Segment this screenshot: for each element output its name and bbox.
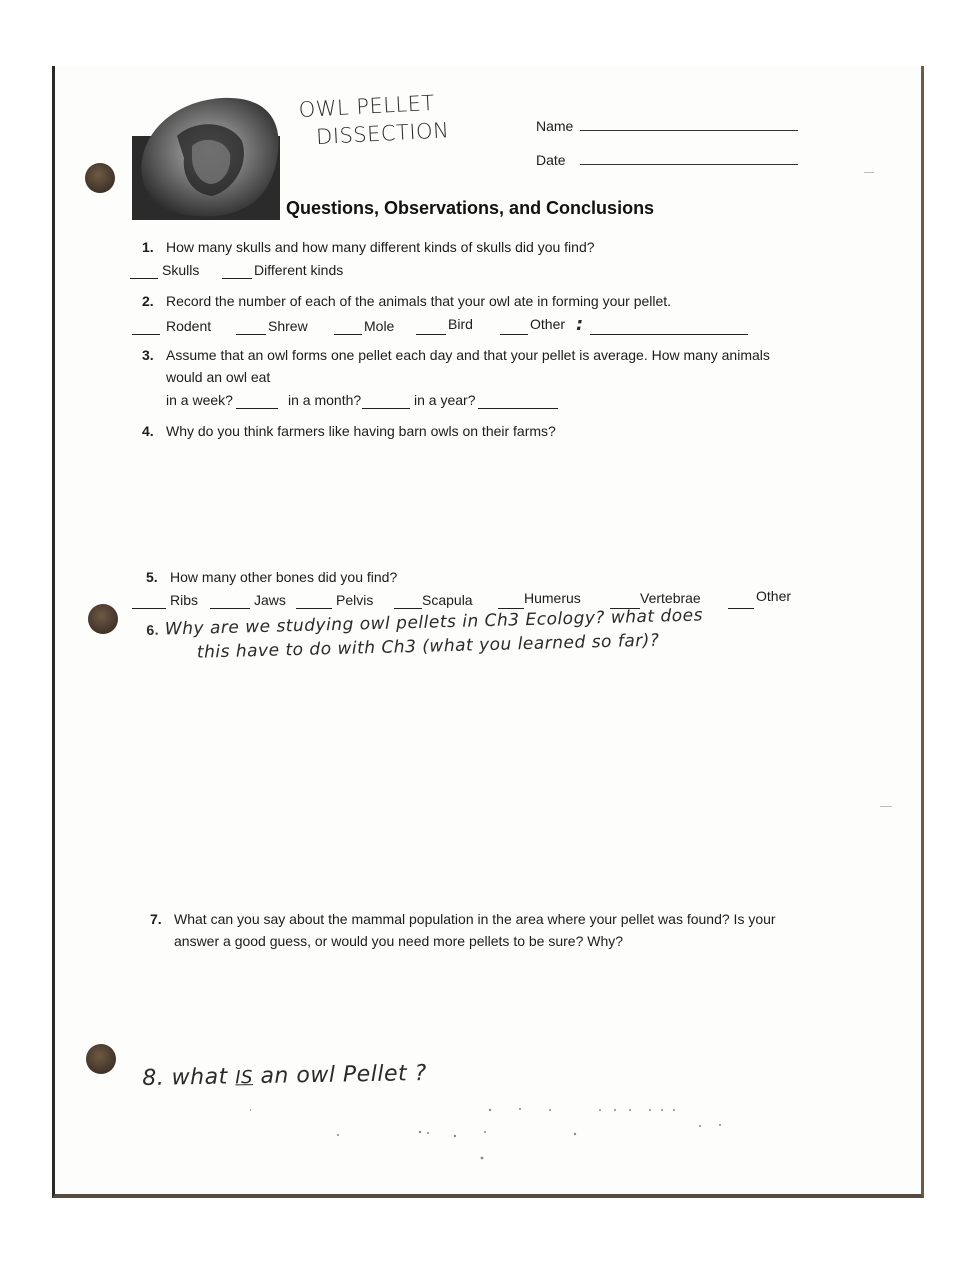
humerus-blank[interactable] <box>498 596 524 609</box>
question-number: 4. <box>142 423 154 439</box>
ribs-label: Ribs <box>170 592 199 608</box>
question-text: Why do you think farmers like having barn owls on their farms? <box>166 423 556 439</box>
mole-label: Mole <box>364 318 395 334</box>
question-8-handwritten <box>142 1061 427 1091</box>
jaws-label: Jaws <box>254 592 286 608</box>
pelvis-label: Pelvis <box>336 592 374 608</box>
worksheet-heading: Questions, Observations, and Conclusions <box>286 198 655 218</box>
binder-hole-top <box>85 163 115 193</box>
week-blank[interactable] <box>236 396 278 409</box>
question-text: Record the number of each of the animals that your owl ate in forming your pellet. <box>166 293 672 309</box>
question-6-line-2: this have to do with Ch3 (what you learned so far)? <box>196 630 660 663</box>
question-8-suffix: an owl Pellet ? <box>260 1061 428 1089</box>
bird-label: Bird <box>448 316 473 332</box>
other-bones-blank[interactable] <box>728 596 754 609</box>
title-line-1: OWL PELLET <box>298 90 436 122</box>
handwritten-title <box>298 88 450 152</box>
kinds-blank[interactable] <box>222 266 252 279</box>
question-8-prefix: 8. what <box>142 1064 228 1091</box>
title-line-2: DISSECTION <box>315 118 450 150</box>
question-2 <box>142 290 671 312</box>
question-7-answer-area[interactable] <box>174 956 794 1056</box>
edge-scan-mark <box>880 806 892 807</box>
question-1 <box>142 236 595 258</box>
jaws-blank[interactable] <box>210 596 250 609</box>
question-number: 5. <box>146 569 158 585</box>
binder-hole-middle <box>88 604 118 634</box>
question-number: 2. <box>142 293 154 309</box>
question-text: How many other bones did you find? <box>170 569 398 585</box>
other-label: Other <box>530 316 566 332</box>
edge-scan-mark <box>864 172 874 173</box>
question-text-line-2: would an owl eat <box>166 369 271 385</box>
other-blank[interactable] <box>500 322 528 335</box>
question-5 <box>146 566 397 588</box>
scapula-blank[interactable] <box>394 596 422 609</box>
question-text: How many skulls and how many different kinds of skulls did you find? <box>166 239 595 255</box>
pelvis-blank[interactable] <box>296 596 332 609</box>
date-field[interactable] <box>536 152 798 172</box>
month-label: in a month? <box>288 392 362 408</box>
question-number: 1. <box>142 239 154 255</box>
question-2-answers <box>132 316 752 338</box>
ribs-blank[interactable] <box>132 596 166 609</box>
week-label: in a week? <box>166 392 233 408</box>
question-number: 6. <box>146 621 160 638</box>
question-text-line-1: What can you say about the mammal population in the area where your pellet was found? Is your <box>174 911 776 927</box>
question-number: 7. <box>150 911 162 927</box>
skulls-label: Skulls <box>162 262 200 278</box>
kinds-label: Different kinds <box>254 262 344 278</box>
question-6-answer-area[interactable] <box>166 680 786 900</box>
vertebrae-label: Vertebrae <box>640 590 701 606</box>
rodent-label: Rodent <box>166 318 212 334</box>
shrew-label: Shrew <box>268 318 308 334</box>
mole-blank[interactable] <box>334 322 362 335</box>
other-description-blank[interactable] <box>590 322 748 335</box>
skulls-blank[interactable] <box>130 266 158 279</box>
question-number: 3. <box>142 347 154 363</box>
question-6-line-1: Why are we studying owl pellets in Ch3 Ecology? what does <box>164 605 704 640</box>
question-4 <box>142 420 556 442</box>
rodent-blank[interactable] <box>132 322 160 335</box>
month-blank[interactable] <box>362 396 410 409</box>
question-text-line-1: Assume that an owl forms one pellet each day and that your pellet is average. How many animals <box>166 347 770 363</box>
question-3-answers <box>166 392 566 412</box>
other-bones-label: Other <box>756 588 792 604</box>
name-label: Name <box>536 118 574 134</box>
shrew-blank[interactable] <box>236 322 266 335</box>
question-3 <box>142 344 802 388</box>
other-colon-mark: : <box>576 314 584 335</box>
date-label: Date <box>536 152 566 168</box>
question-text-line-2: answer a good guess, or would you need more pellets to be sure? Why? <box>174 933 624 949</box>
bird-blank[interactable] <box>416 322 446 335</box>
question-7 <box>150 908 810 952</box>
question-4-answer-area[interactable] <box>166 446 786 558</box>
binder-hole-bottom <box>86 1044 116 1074</box>
question-8-emphasis: IS <box>235 1067 254 1089</box>
scan-specks <box>250 1100 750 1170</box>
question-1-answers <box>130 262 430 282</box>
name-field[interactable] <box>536 118 798 138</box>
year-blank[interactable] <box>478 396 558 409</box>
scapula-label: Scapula <box>422 592 473 608</box>
humerus-label: Humerus <box>524 590 581 606</box>
owl-pellet-photo <box>132 96 280 220</box>
year-label: in a year? <box>414 392 476 408</box>
